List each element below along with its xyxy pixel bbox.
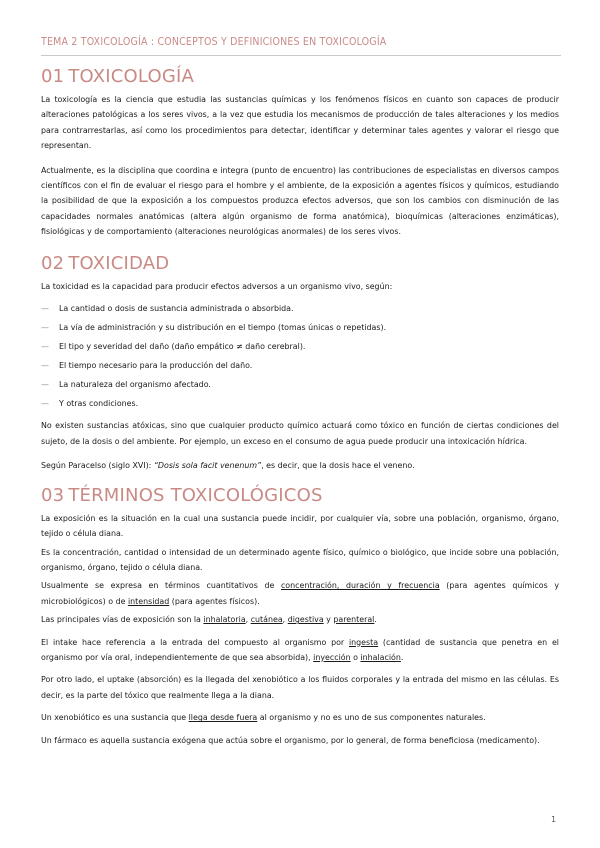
- dash-icon: —: [41, 323, 49, 333]
- underlined-term: inyección: [313, 652, 351, 662]
- list-item: [41, 358, 559, 373]
- text: y: [323, 615, 334, 625]
- quote-suffix: , es decir, que la dosis hace el veneno.: [261, 461, 415, 471]
- dash-icon: —: [41, 342, 49, 352]
- paragraph: [41, 710, 559, 725]
- paragraph: [41, 635, 559, 666]
- section-number: 02: [41, 252, 65, 274]
- list-item-text: La naturaleza del organismo afectado.: [59, 380, 211, 390]
- underlined-term: llega desde fuera: [188, 713, 258, 723]
- paragraph: La toxicología es la ciencia que estudia las sustancias químicas y los fenómenos físicos en cuanto son capaces de producir alteraciones patológicas a los seres vivos, a la vez que estudia los mecanismos de producción de tales alteraciones y los medios para contrarrestarlas, así como los procedimientos para detectar, identificar y determinar tales agentes y valorar el riesgo que representan.: [41, 95, 559, 151]
- paragraph: No existen sustancias atóxicas, sino que cualquier producto químico actuará como tóxico en función de ciertas condiciones del sujeto, de la dosis o del ambiente. Por ejemplo, un exceso en el consumo de agua puede producir una intoxicación hídrica.: [41, 421, 559, 446]
- paragraph: Actualmente, es la disciplina que coordina e integra (punto de encuentro) las contribuciones de especialistas en diversos campos científicos con el fin de evaluar el riesgo para el hombre y el ambiente, de la exposición a agentes físicos y químicos, estudiando la posibilidad de que la exposición a los compuestos produzca efectos adversos, que son los cambios con disminución de las capacidades normales anatómicas (altera algún organismo de forma anatómica), bioquímicas (alteraciones enzimáticas), fisiológicas y de comportamiento (alteraciones neurológicas anormales) de los seres vivos.: [41, 165, 559, 237]
- list-item: [41, 377, 559, 392]
- list-item-text: Y otras condiciones.: [59, 399, 139, 409]
- dash-icon: —: [41, 361, 49, 371]
- text: o: [350, 652, 361, 662]
- section-title-text: TOXICOLOGÍA: [68, 66, 195, 87]
- page-content: [41, 64, 559, 748]
- paragraph: Por otro lado, el uptake (absorción) es la llegada del xenobiótico a los fluidos corporales y la entrada del mismo en las células. Es decir, es la parte del tóxico que realmente llega a la diana.: [41, 675, 559, 700]
- underlined-term: intensidad: [127, 596, 170, 606]
- underlined-term: concentración, duración y frecuencia: [280, 581, 440, 591]
- text: al organismo y no es uno de sus componentes naturales.: [257, 713, 486, 723]
- text: ,: [282, 615, 288, 625]
- list-item-text: El tipo y severidad del daño (daño empático ≠ daño cerebral).: [59, 342, 306, 352]
- section-title-terminos: [41, 485, 559, 507]
- text: ,: [245, 615, 251, 625]
- dash-icon: —: [41, 380, 49, 390]
- text: Un xenobiótico es una sustancia que: [41, 713, 189, 723]
- paragraph: La exposición es la situación en la cual una sustancia puede incidir, por cualquier vía, sobre una población, organismo, órgano, tejido o célula diana.: [41, 513, 559, 539]
- paracelso-quote: [41, 458, 559, 473]
- list-item: [41, 339, 559, 354]
- dash-icon: —: [41, 304, 49, 314]
- header-divider: [41, 55, 561, 56]
- underlined-term: cutánea: [250, 615, 283, 625]
- text: Las principales vías de exposición son la: [41, 615, 204, 625]
- list-item-text: El tiempo necesario para la producción del daño.: [59, 361, 253, 371]
- section-title-text: TÉRMINOS TOXICOLÓGICOS: [68, 484, 323, 506]
- quote-latin: “Dosis sola facit venenum”: [153, 461, 262, 471]
- list-item: [41, 301, 559, 316]
- underlined-term: inhalatoria: [203, 615, 246, 625]
- section-title-text: TOXICIDAD: [68, 252, 170, 274]
- underlined-term: inhalación: [360, 652, 401, 662]
- section-number: 01: [41, 66, 65, 87]
- paragraph: [41, 578, 559, 609]
- list-item: [41, 320, 559, 335]
- list-item-text: La cantidad o dosis de sustancia administrada o absorbida.: [59, 304, 294, 314]
- paragraph: [41, 612, 559, 627]
- text: .: [374, 615, 377, 625]
- list-item-text: La vía de administración y su distribución en el tiempo (tomas únicas o repetidas).: [59, 323, 387, 333]
- dash-icon: —: [41, 399, 49, 409]
- underlined-term: digestiva: [287, 615, 324, 625]
- text: (cantidad de sustancia que penetra en el organismo por vía oral, independientemente de que sea absorbida),: [41, 637, 559, 662]
- text: (para agentes químicos y microbiológicos) o de: [41, 581, 560, 606]
- text: .: [400, 652, 404, 662]
- text: Usualmente se expresa en términos cuantitativos de: [41, 581, 281, 591]
- page-number: 1: [551, 815, 557, 824]
- running-header: TEMA 2 TOXICOLOGÍA : CONCEPTOS Y DEFINICIONES EN TOXICOLOGÍA: [41, 36, 387, 48]
- quote-prefix: Según Paracelso (siglo XVI):: [41, 461, 154, 471]
- underlined-term: ingesta: [348, 637, 379, 647]
- section-title-toxicidad: [41, 253, 559, 275]
- section-number: 03: [41, 484, 65, 506]
- list-item: [41, 396, 559, 411]
- section-title-toxicologia: [41, 66, 559, 88]
- text: El intake hace referencia a la entrada del compuesto al organismo por: [41, 637, 349, 647]
- paragraph: Un fármaco es aquella sustancia exógena que actúa sobre el organismo, por lo general, de forma beneficiosa (medicamento).: [41, 735, 540, 745]
- bullet-list: [41, 301, 559, 411]
- text: (para agentes físicos).: [169, 596, 260, 606]
- underlined-term: parenteral: [333, 615, 375, 625]
- paragraph: La toxicidad es la capacidad para producir efectos adversos a un organismo vivo, según:: [41, 281, 393, 291]
- paragraph: Es la concentración, cantidad o intensidad de un determinado agente físico, químico o biológico, que incide sobre una población, organismo, órgano, tejido o célula diana.: [41, 547, 559, 572]
